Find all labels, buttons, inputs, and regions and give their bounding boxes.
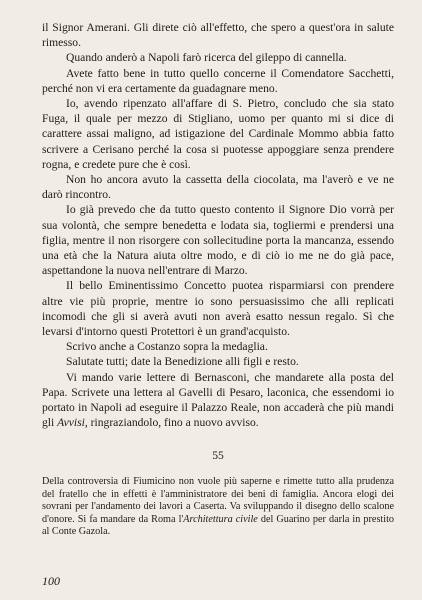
book-page — [42, 20, 394, 539]
note-paragraph — [42, 476, 394, 538]
editorial-note — [42, 476, 394, 538]
letter-number: 55 — [212, 449, 224, 463]
paragraph: Il bello Eminentissimo Concetto puotea risparmiarsi con prendere altre vie più proprie, mentre io sono persuasissimo che alli replicati incomodi che gli si averà avuti non averà esatto nessun regalo. Sì che levarsi d'intorno questi Protettori è un grand'acquisto. — [42, 279, 394, 339]
text-run: del Guarino per darla in prestito al Conte Gazola. — [42, 513, 394, 538]
paragraph: Scrivo anche a Costanzo sopra la medaglia. — [66, 340, 268, 354]
paragraph: Io già prevedo che da tutto questo contento il Signore Dio vorrà per sua volontà, che sempre benedetta e lodata sia, togliermi e prendersi una figlia, mentre il non risorgere con sollecitudine porta la mancanza, essendo una età che la Natura aiuta oltre modo, e di ciò io me ne do già pace, aspettandone la nuova nell'entrare di Marzo. — [42, 203, 394, 278]
paragraph: Io, avendo ripenzato all'affare di S. Pietro, concludo che sia stato Fuga, il quale per mezzo di Stigliano, uomo per quanto mi si dice di carattere assai maligno, ad istigazione del Cardinale Mommo abbia fatto scrivere a Cerisano perché la cosa si puotesse appoggiare senza prendere rogna, e credete pure che è così. — [42, 97, 394, 171]
paragraph: Avete fatto bene in tutto quello concerne il Comendatore Sacchetti, perché non vi era certamente da guadagnare meno. — [42, 66, 394, 95]
text-run: Vi mando varie lettere di Bernasconi, che mandarete alla posta del Papa. Scrivete una lettera al Gavelli di Pesaro, laconica, che essendomi io portato in Napoli ad eseguire il Palazzo Reale, non accaderà che più mandi gli — [42, 370, 394, 430]
paragraph: Salutate tutti; date la Benedizione alli figli e resto. — [66, 355, 299, 369]
italic-title: Avvisi — [57, 416, 85, 430]
paragraph: Quando anderò a Napoli farò ricerca del gileppo di cannella. — [66, 51, 347, 65]
text-run: , ringraziandolo, fino a nuovo avviso. — [84, 416, 259, 430]
paragraph: Non ho ancora avuto la cassetta della ciocolata, ma l'averò e ve ne darò rincontro. — [42, 173, 394, 202]
text-run: Della controversia di Fiumicino non vuole più saperne e rimette tutto alla prudenza del fratello che in effetti è l'amministratore dei beni di famiglia. Ancora elogi dei sovrani per l'andamento dei lavori a Caserta. Va sviluppando il disegno dello scalone d'onore. Si fa mandare da Roma l' — [42, 476, 394, 525]
letter-body — [42, 20, 394, 430]
paragraph: il Signor Amerani. Gli direte ciò all'effetto, che spero a quest'ora in salute rimesso. — [42, 21, 394, 50]
page-number: 100 — [42, 574, 60, 588]
italic-title: Architettura civile — [183, 513, 258, 525]
paragraph-last — [42, 370, 394, 431]
